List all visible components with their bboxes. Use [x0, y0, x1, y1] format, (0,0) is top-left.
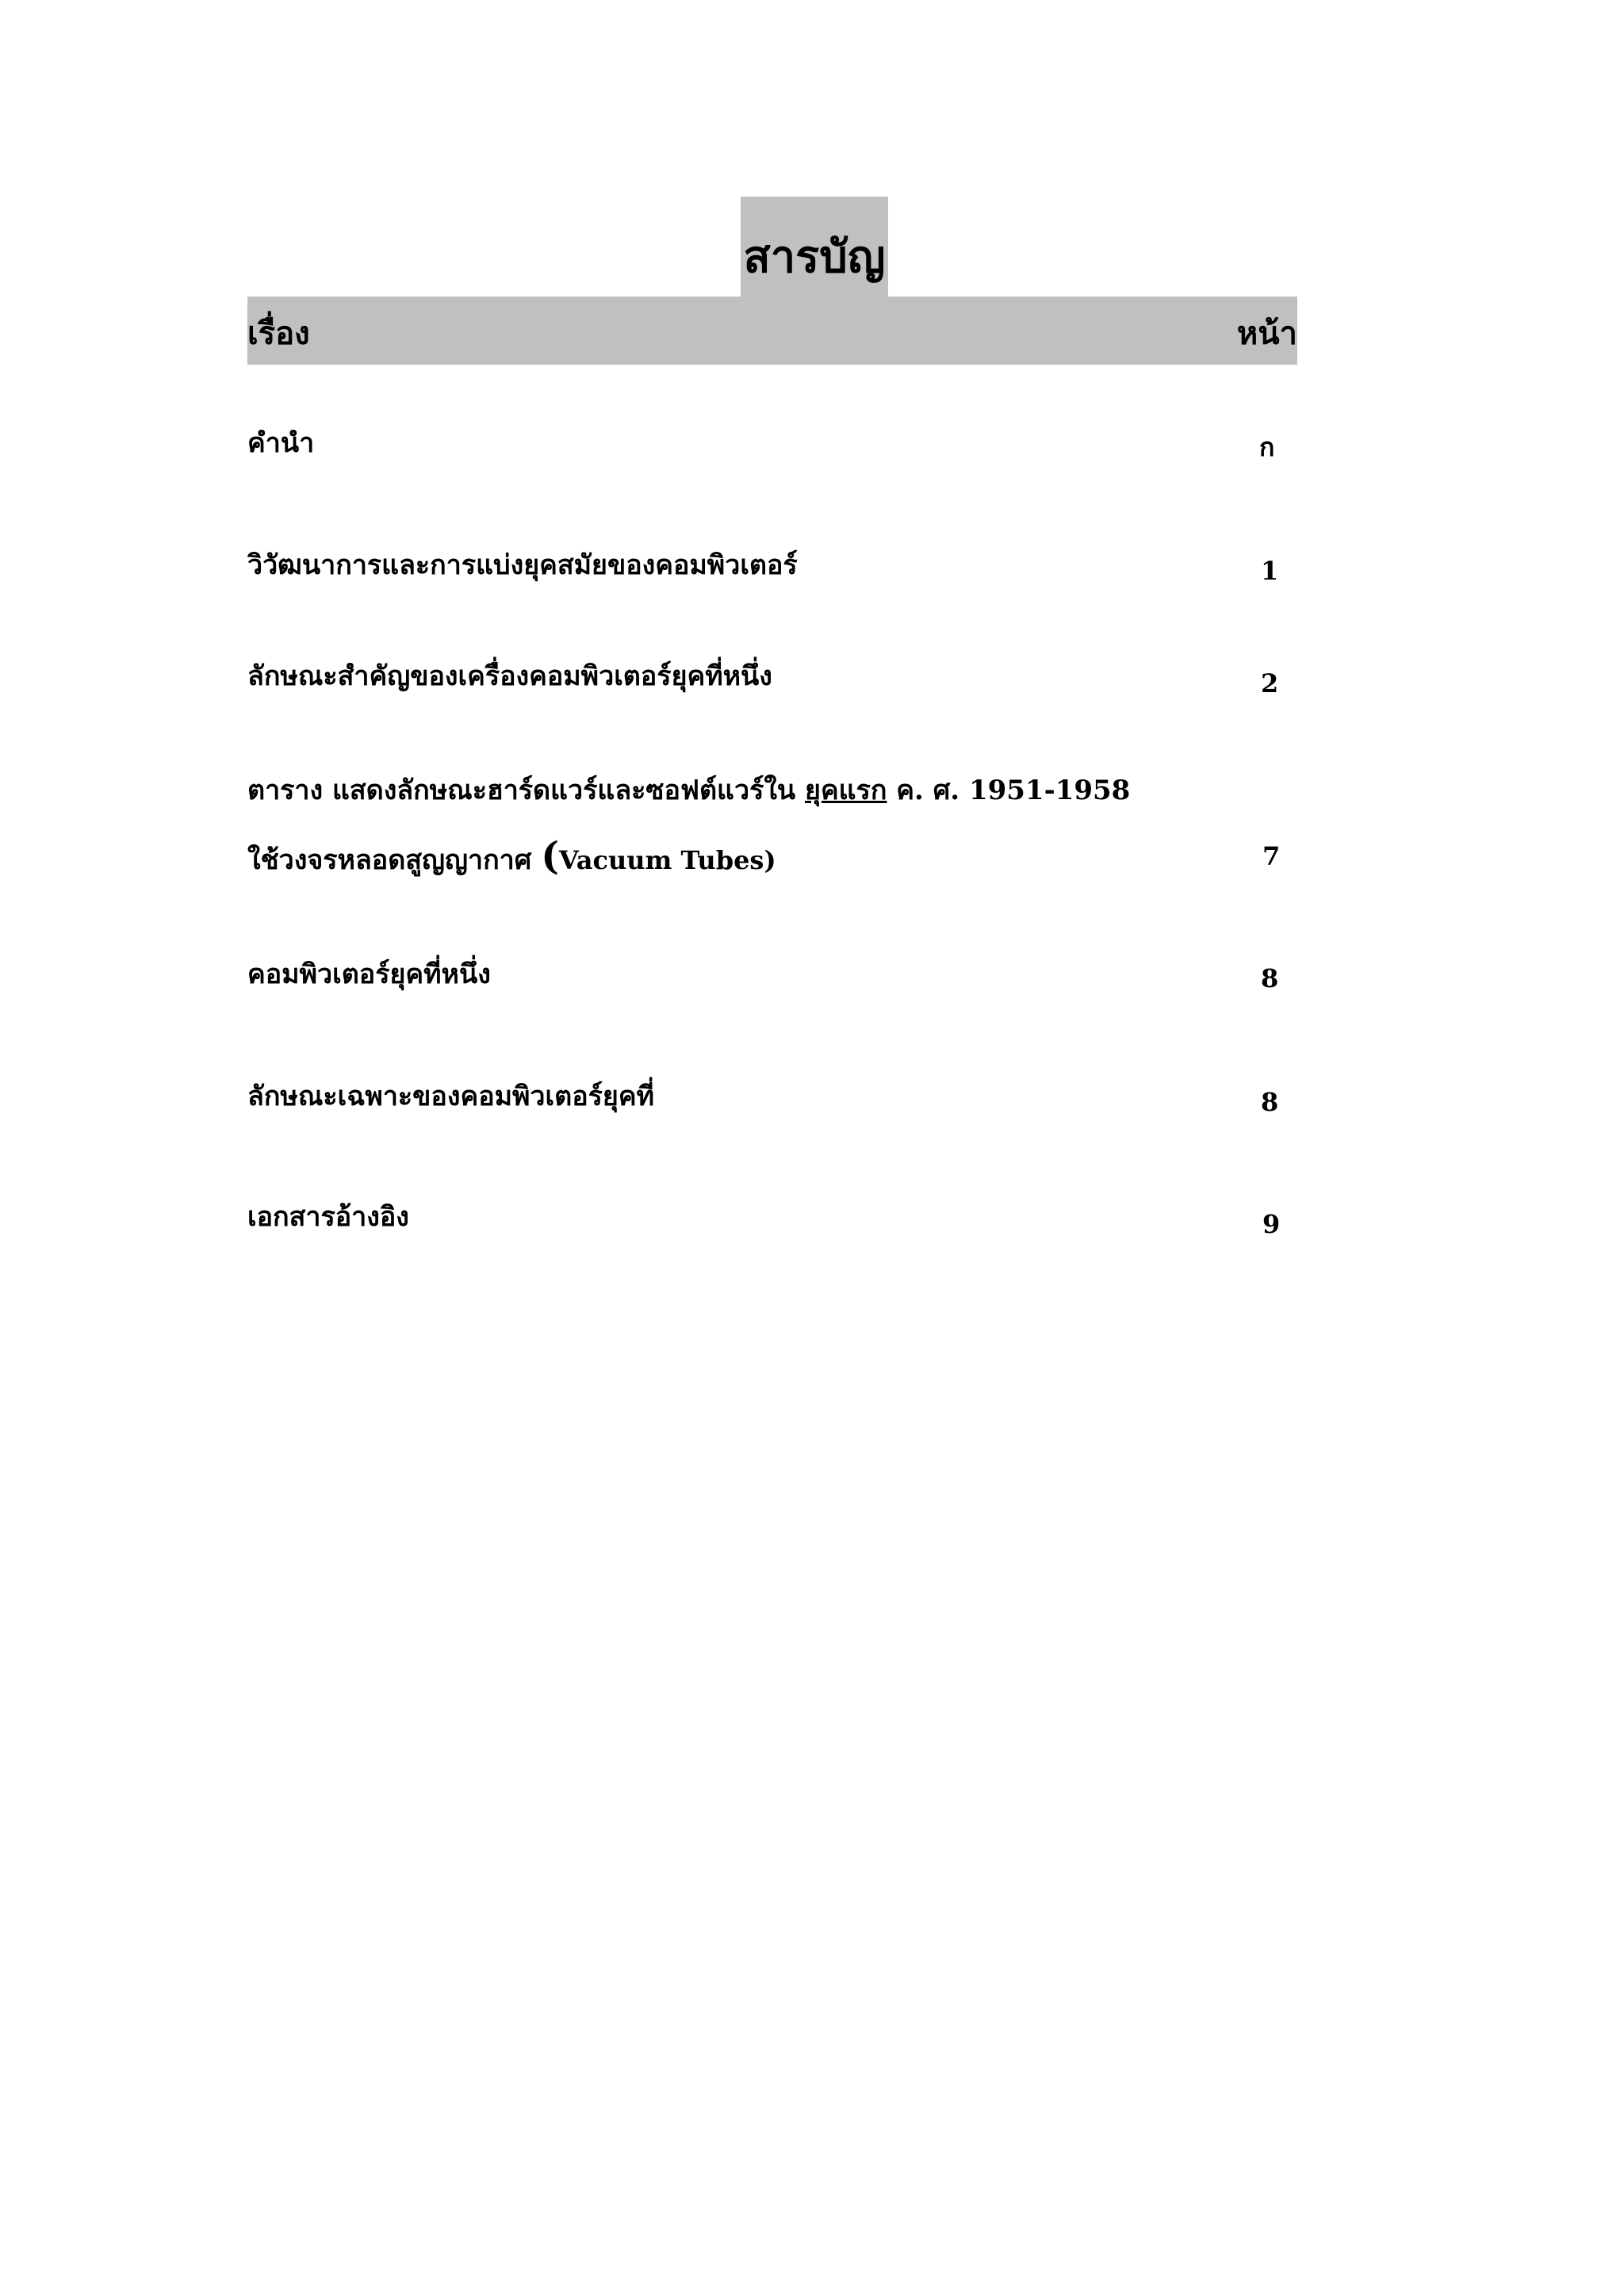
title-highlight	[741, 197, 888, 297]
toc-header-bar	[247, 297, 1297, 365]
toc-entry-page: 8	[1261, 963, 1279, 993]
toc-entry-title: ลักษณะเฉพาะของคอมพิวเตอร์ยุคที่	[247, 1081, 654, 1112]
toc-entry-title-line1	[247, 777, 1130, 804]
toc-entry-title: ลักษณะสำคัญของเครื่องคอมพิวเตอร์ยุคที่หนึ่ง	[247, 660, 772, 692]
toc-entry-text: ตาราง แสดงลักษณะฮาร์ดแวร์และซอฟต์แวร์ใน	[247, 775, 806, 806]
toc-entry-page: 9	[1262, 1209, 1281, 1239]
toc-entry-underlined-text: ยุคแรก	[805, 775, 887, 806]
toc-entry-title: เอกสารอ้างอิง	[247, 1201, 409, 1233]
toc-entry-title: วิวัฒนาการและการแบ่งยุคสมัยของคอมพิวเตอร์	[247, 549, 798, 581]
toc-entry-title-line2	[247, 834, 776, 878]
toc-entry-text: ใช้วงจรหลอดสูญญากาศ	[247, 844, 542, 876]
topic-column-header: เรื่อง	[247, 315, 310, 352]
open-paren: (	[541, 834, 559, 878]
toc-entry-page: 1	[1261, 556, 1279, 586]
toc-entry-page: 7	[1262, 841, 1281, 871]
toc-entry-page: 8	[1261, 1087, 1279, 1117]
toc-entry-title: คอมพิวเตอร์ยุคที่หนึ่ง	[247, 959, 491, 990]
toc-entry-text: ค. ศ. 1951-1958	[887, 775, 1131, 806]
page-column-header: หน้า	[1236, 315, 1297, 352]
toc-entry-page: 2	[1261, 668, 1279, 698]
toc-entry-title: คำนำ	[247, 427, 315, 459]
page-title: สารบัญ	[743, 231, 886, 283]
toc-entry-page: ก	[1259, 432, 1275, 462]
toc-entry-english-text: Vacuum Tubes)	[558, 845, 776, 875]
